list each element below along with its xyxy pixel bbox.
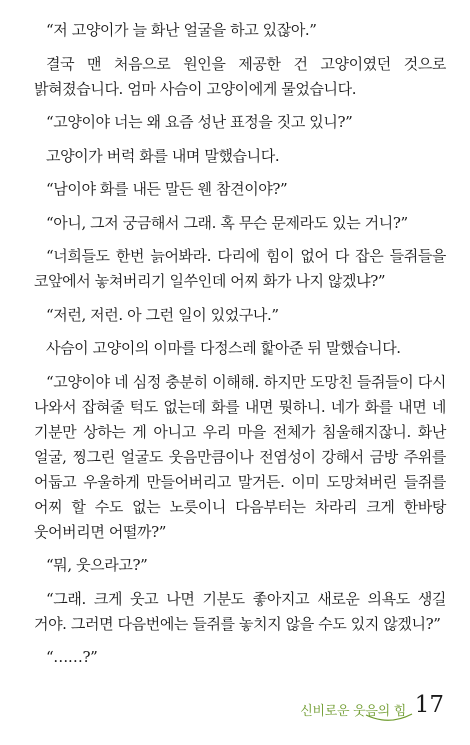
paragraph-3: “고양이야 너는 왜 요즘 성난 표정을 짓고 있니?” — [46, 113, 353, 131]
paragraph-8: “저런, 저런. 아 그런 일이 있었구나.” — [46, 305, 279, 324]
paragraph-2: 결국 맨 처음으로 원인을 제공한 건 고양이였던 것으로 밝혀졌습니다. 엄마 사슴이 고양이에게 물었습니다. — [34, 54, 446, 98]
footer-swoosh-decoration — [364, 712, 414, 724]
paragraph-1: “저 고양이가 늘 화난 얼굴을 하고 있잖아.” — [46, 21, 317, 39]
paragraph-11: “뭐, 웃으라고?” — [46, 556, 148, 574]
page-body — [34, 18, 446, 679]
page-number: 17 — [414, 692, 444, 718]
paragraph-4: 고양이가 버럭 화를 내며 말했습니다. — [46, 146, 280, 165]
paragraph-9: 사슴이 고양이의 이마를 다정스레 핥아준 뒤 말했습니다. — [46, 339, 401, 357]
running-title: 신비로운 웃음의 힘 — [300, 704, 406, 719]
paragraph-12: “그래. 크게 웃고 나면 기분도 좋아지고 새로운 의욕도 생길 거야. 그러면 다음번에는 들쥐를 놓치지 않을 수도 있지 않겠니?” — [34, 589, 446, 633]
paragraph-13: “……?” — [46, 648, 98, 666]
paragraph-6: “아니, 그저 궁금해서 그래. 혹 무슨 문제라도 있는 거니?” — [46, 213, 408, 232]
paragraph-5: “남이야 화를 내든 말든 웬 참견이야?” — [46, 180, 288, 198]
paragraph-7: “너희들도 한번 늙어봐라. 다리에 힘이 없어 다 잡은 들쥐들을 코앞에서 놓쳐버리기 일쑤인데 어찌 화가 나지 않겠냐?” — [34, 247, 446, 290]
page-footer — [0, 690, 470, 730]
paragraph-10: “고양이야 네 심정 충분히 이해해. 하지만 도망친 들쥐들이 다시 나와서 잡혀줄 턱도 없는데 화를 내면 뭣하니. 네가 화를 내면 네 기분만 상하는 게 아니고 우리 마을 전체가 침울해지잖니. 화난 얼굴, 찡그린 얼굴도 웃음만큼이나 전염성이 강해서 금방 주위를 어둡고 우울하게 만들어버리고 말거든. 이미 도망쳐버린 들쥐를 어찌 할 수도 없는 노릇이니 다음부터는 차라리 크게 한바탕 웃어버리면 어떨까?” — [34, 372, 446, 541]
